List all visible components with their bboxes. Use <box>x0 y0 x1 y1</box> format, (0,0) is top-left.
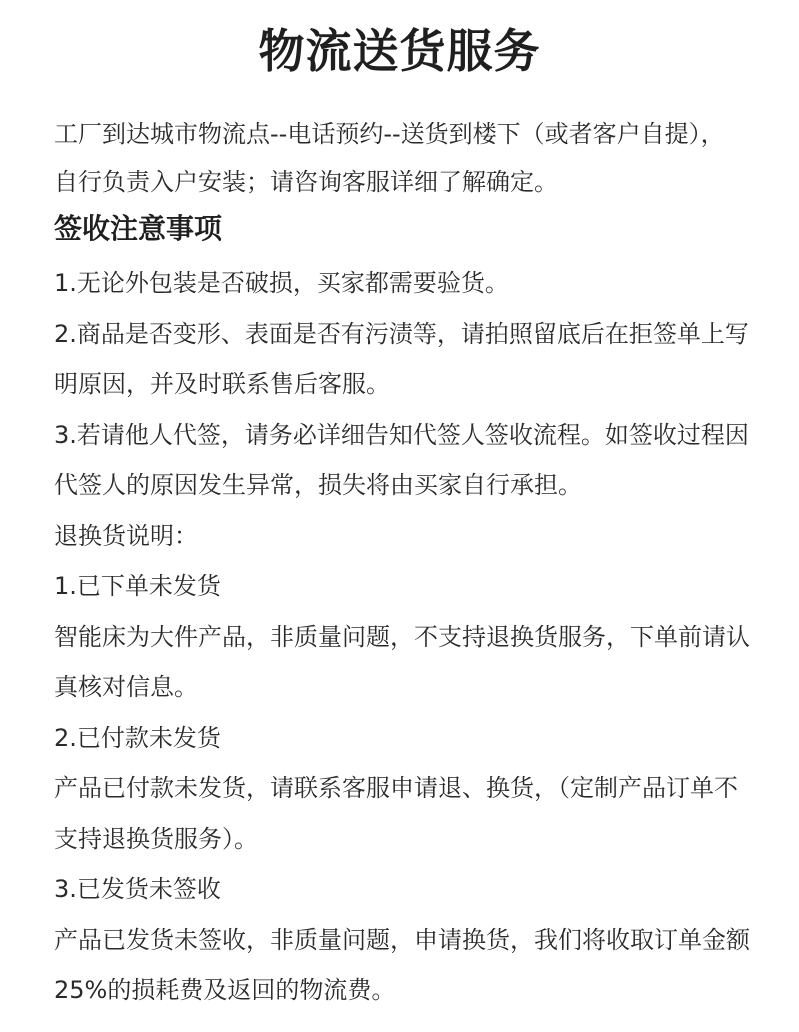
returns-case-heading: 3.已发货未签收 <box>54 875 221 903</box>
notice-line: 代签人的原因发生异常，损失将由买家自行承担。 <box>54 471 582 499</box>
notice-line: 3.若请他人代签，请务必详细告知代签人签收流程。如签收过程因 <box>54 420 749 449</box>
returns-line: 支持退换货服务）。 <box>54 824 258 853</box>
returns-case-heading: 2.已付款未发货 <box>54 723 221 752</box>
returns-line: 产品已发货未签收，非质量问题，申请换货，我们将收取订单金额 <box>54 925 750 954</box>
returns-line: 真核对信息。 <box>54 673 198 701</box>
intro-paragraph <box>54 110 764 206</box>
notice-line: 1.无论外包装是否破损，买家都需要验货。 <box>54 269 509 297</box>
returns-line: 智能床为大件产品，非质量问题，不支持退换货服务，下单前请认 <box>54 622 750 651</box>
page-title: 物流送货服务 <box>258 24 541 78</box>
intro-line: 工厂到达城市物流点--电话预约--送货到楼下（或者客户自提）， <box>54 120 725 148</box>
section-heading: 签收注意事项 <box>54 212 223 245</box>
intro-line: 自行负责入户安装；请咨询客服详细了解确定。 <box>54 168 558 196</box>
notice-line: 2.商品是否变形、表面是否有污渍等，请拍照留底后在拒签单上写 <box>54 319 749 348</box>
notice-list <box>54 258 774 1016</box>
returns-line: 25%的损耗费及返回的物流费。 <box>54 976 396 1004</box>
notice-line: 明原因，并及时联系售后客服。 <box>54 370 390 398</box>
returns-heading: 退换货说明： <box>54 521 198 550</box>
returns-line: 产品已付款未发货，请联系客服申请退、换货，（定制产品订单不 <box>54 774 738 802</box>
returns-case-heading: 1.已下单未发货 <box>54 572 221 600</box>
